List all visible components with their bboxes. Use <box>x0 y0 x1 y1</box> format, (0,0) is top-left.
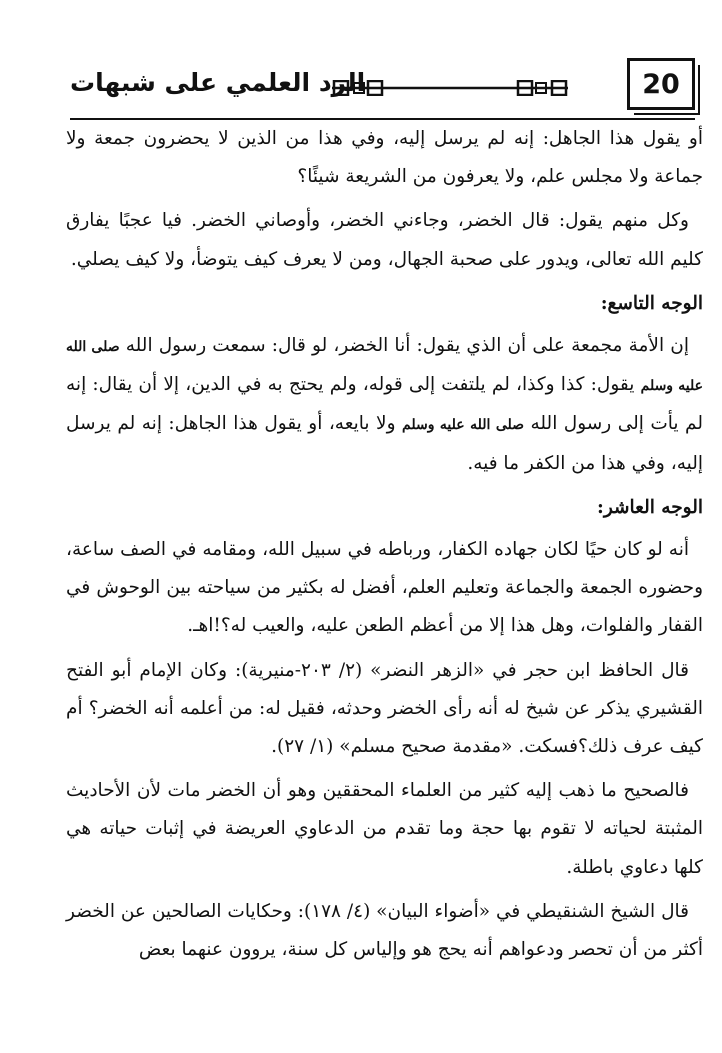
paragraph-text: فالصحيح ما ذهب إليه كثير من العلماء المحققين وهو أن الخضر مات لأن الأحاديث المثبتة لحياته لا تقوم بها حجة وما تقدم من الدعاوي العريضة في إثبات حياته هي كلها دعاوي باطلة. <box>66 780 703 878</box>
paragraph-text: وكل منهم يقول: قال الخضر، وجاءني الخضر، وأوصاني الخضر. فيا عجبًا يفارق كليم الله تعالى، ويدور على صحبة الجهال، ومن لا يعرف كيف يتوضأ، ولا كيف يصلي. <box>66 210 703 270</box>
paragraph <box>66 531 703 646</box>
paragraph-text: أنه لو كان حيًا لكان جهاده الكفار، ورباطه في سبيل الله، ومقامه في الصف ساعة، وحضوره الجمعة والجماعة وتعليم العلم، أفضل له بكثير من سياحته بين الوحوش في القفار والفلوات، وهل هذا إلا من أعظم الطعن عليه، والعيب له؟!اهـ. <box>66 539 703 637</box>
page-body <box>66 120 703 975</box>
book-title: الرد العلمي على شبهات <box>70 68 366 97</box>
paragraph <box>66 652 703 767</box>
paragraph <box>66 893 703 969</box>
paragraph <box>66 202 703 278</box>
header-ornament-icon <box>332 80 568 96</box>
paragraph-text: قال الشيخ الشنقيطي في «أضواء البيان» (٤/ ١٧٨): وحكايات الصالحين عن الخضر أكثر من أن تحصر ودعواهم أنه يحج هو وإلياس كل سنة، يروون عنهما بعض <box>65 900 703 961</box>
paragraph-text: إن الأمة مجمعة على أن الذي يقول: أنا الخضر، لو قال: سمعت رسول الله <box>125 335 689 357</box>
paragraph: أو يقول هذا الجاهل: إنه لم يرسل إليه، وفي هذا من الذين لا يحضرون جمعة ولا جماعة ولا مجلس علم، ولا يعرفون من الشريعة شيئًا؟ <box>66 128 703 188</box>
salawat-ligature: صلى الله عليه وسلم <box>402 417 525 434</box>
paragraph-text: يقول: كذا وكذا، لم يلتفت إلى قوله، ولم يحتج به في الدين، إلا أن يقال: إنه لم يأت إلى رسول الله <box>66 374 703 435</box>
page-header <box>70 58 695 120</box>
paragraph <box>66 772 703 887</box>
paragraph <box>66 327 703 483</box>
paragraph-text: قال الحافظ ابن حجر في «الزهر النضر» (٢/ ٢٠٣-منيرية): وكان الإمام أبو الفتح القشيري يذكر عن شيخ له أنه رأى الخضر وحدثه، فقيل له: من أعلمه أنه الخضر؟ أم كيف عرف ذلك؟فسكت. «مقدمة صحيح مسلم» (١/ ٢٧). <box>66 659 703 758</box>
section-heading: الوجه العاشر: <box>596 496 703 518</box>
salawat-ligature: صلى الله عليه وسلم <box>66 339 703 395</box>
paragraph-text: ولا بايعه، أو يقول هذا الجاهل: إنه لم يرسل إليه، وفي هذا من الكفر ما فيه. <box>66 413 703 474</box>
page-number: 20 <box>642 68 680 100</box>
page-number-box <box>627 58 695 110</box>
section-heading: الوجه التاسع: <box>600 292 703 314</box>
